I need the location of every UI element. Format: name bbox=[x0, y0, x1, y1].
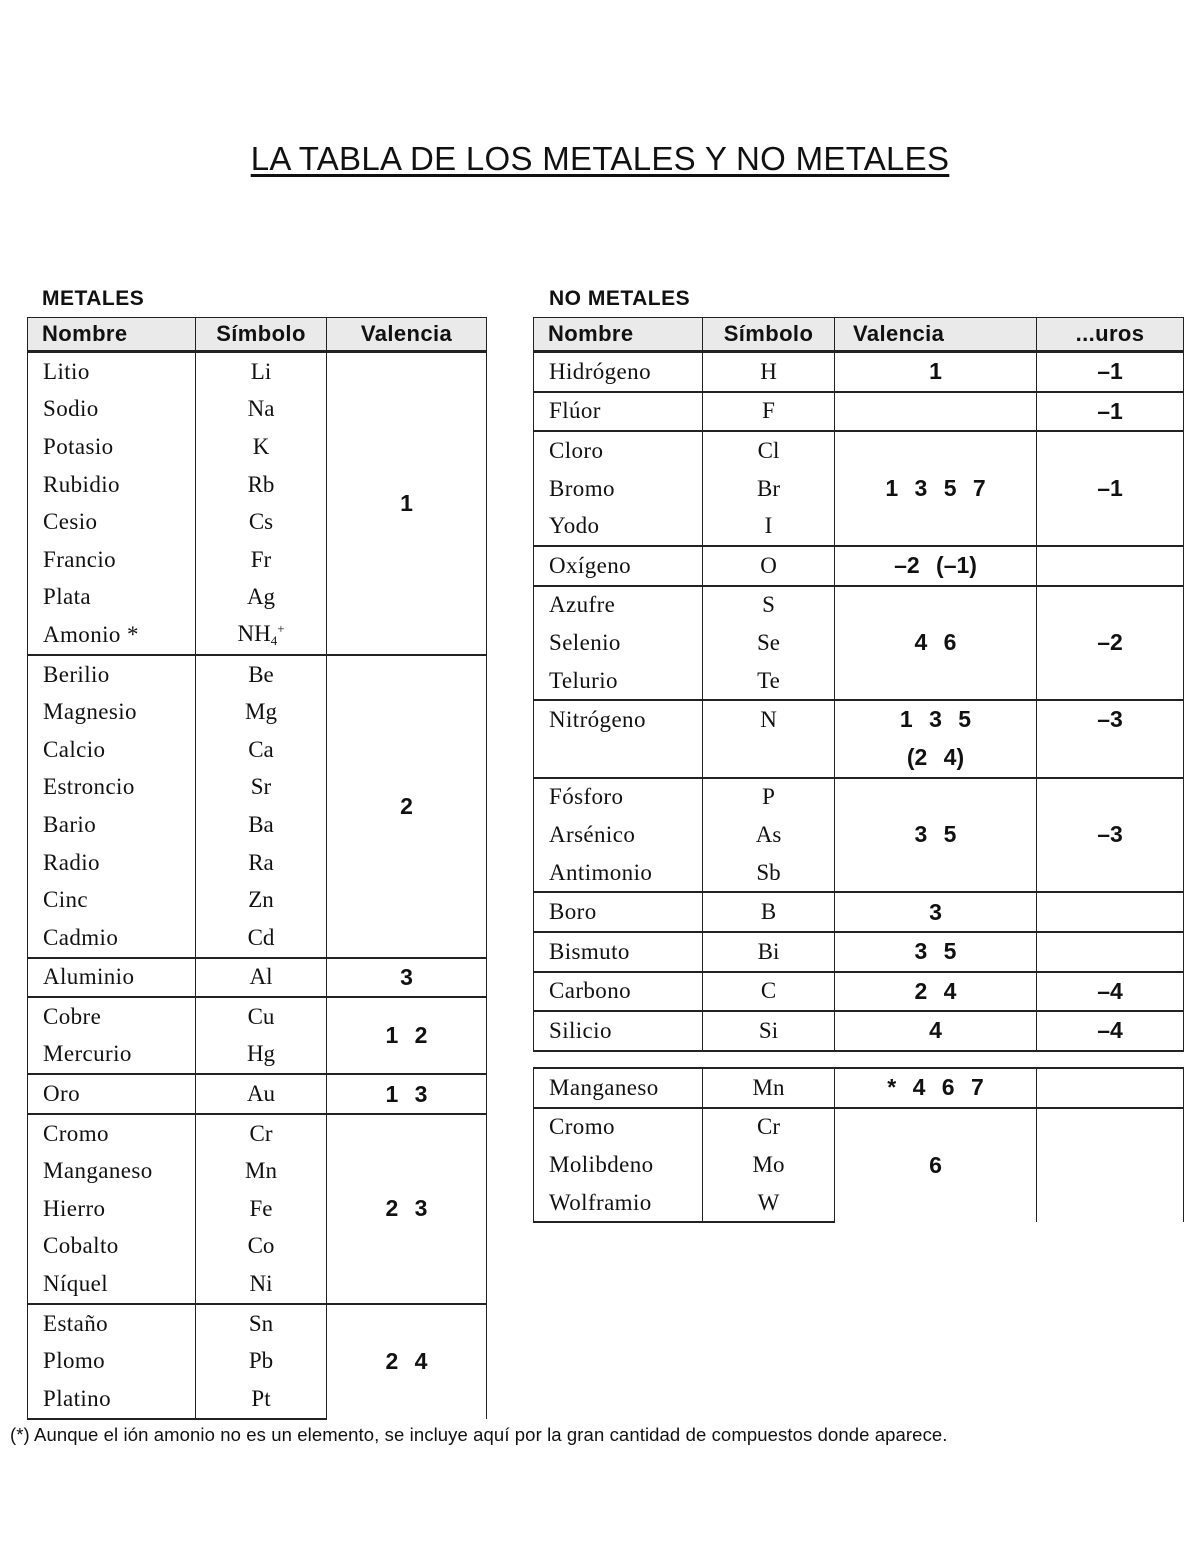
metales-header-row bbox=[28, 318, 487, 352]
element-symbol: F bbox=[703, 392, 835, 432]
metales-table bbox=[27, 317, 487, 1420]
transition-nonmetal-table bbox=[533, 1067, 1184, 1223]
header-valencia: Valencia bbox=[835, 318, 1037, 352]
no-metales-header-row bbox=[534, 318, 1184, 352]
element-symbol: I bbox=[703, 507, 835, 546]
valencia-cell: 2 4 bbox=[327, 1304, 487, 1419]
element-symbol bbox=[196, 616, 327, 655]
element-name: Calcio bbox=[28, 731, 196, 769]
uros-cell: –1 bbox=[1037, 392, 1184, 432]
table-row bbox=[28, 958, 487, 998]
table-row bbox=[534, 546, 1184, 586]
valencia-cell: 3 bbox=[835, 892, 1037, 932]
element-symbol: Si bbox=[703, 1011, 835, 1051]
element-symbol: Hg bbox=[196, 1036, 327, 1075]
element-name: Oro bbox=[28, 1074, 196, 1114]
element-name: Silicio bbox=[534, 1011, 703, 1051]
element-name: Hidrógeno bbox=[534, 352, 703, 392]
header-simbolo: Símbolo bbox=[196, 318, 327, 352]
element-symbol: Cl bbox=[703, 431, 835, 470]
element-symbol: Ca bbox=[196, 731, 327, 769]
valencia-cell: 1 2 bbox=[327, 997, 487, 1074]
valencia-cell: 3 5 bbox=[835, 778, 1037, 893]
table-row bbox=[534, 932, 1184, 972]
element-name: Boro bbox=[534, 892, 703, 932]
element-symbol: N bbox=[703, 700, 835, 739]
element-symbol: Sb bbox=[703, 854, 835, 893]
uros-cell bbox=[1037, 700, 1184, 777]
uros-cell bbox=[1037, 1108, 1184, 1223]
element-symbol: Se bbox=[703, 624, 835, 662]
table-row bbox=[28, 1114, 487, 1153]
valencia-line: (2 4) bbox=[906, 743, 965, 770]
element-symbol: Pt bbox=[196, 1380, 327, 1419]
uros-cell: –2 bbox=[1037, 586, 1184, 701]
valencia-cell: 3 bbox=[327, 958, 487, 998]
valencia-cell: 4 6 bbox=[835, 586, 1037, 701]
uros-cell: –4 bbox=[1037, 972, 1184, 1012]
element-name: Cadmio bbox=[28, 919, 196, 958]
element-symbol: Mn bbox=[196, 1152, 327, 1190]
element-name: Aluminio bbox=[28, 958, 196, 998]
element-name: Amonio * bbox=[28, 616, 196, 655]
table-row bbox=[534, 431, 1184, 470]
element-name: Bario bbox=[28, 806, 196, 844]
header-uros: ...uros bbox=[1037, 318, 1184, 352]
element-symbol: H bbox=[703, 352, 835, 392]
valencia-cell: 1 3 5 7 bbox=[835, 431, 1037, 546]
table-row bbox=[534, 586, 1184, 625]
element-name: Bismuto bbox=[534, 932, 703, 972]
valencia-cell: 4 bbox=[835, 1011, 1037, 1051]
uros-cell bbox=[1037, 1068, 1184, 1108]
footnote: (*) Aunque el ión amonio no es un elemento, se incluye aquí por la gran cantidad de compuestos donde aparece. bbox=[10, 1424, 948, 1445]
page-title: LA TABLA DE LOS METALES Y NO METALES bbox=[250, 140, 950, 177]
element-name: Platino bbox=[28, 1380, 196, 1419]
element-name: Hierro bbox=[28, 1190, 196, 1228]
element-name: Radio bbox=[28, 844, 196, 882]
element-symbol: Pb bbox=[196, 1342, 327, 1380]
element-symbol: K bbox=[196, 428, 327, 466]
uros-cell: –1 bbox=[1037, 352, 1184, 392]
table-row bbox=[534, 700, 1184, 739]
element-symbol: Au bbox=[196, 1074, 327, 1114]
header-nombre: Nombre bbox=[28, 318, 196, 352]
element-name: Plomo bbox=[28, 1342, 196, 1380]
element-name: Cobalto bbox=[28, 1228, 196, 1266]
table-row bbox=[534, 352, 1184, 392]
element-name: Níquel bbox=[28, 1265, 196, 1304]
element-name: Oxígeno bbox=[534, 546, 703, 586]
element-name: Estroncio bbox=[28, 769, 196, 807]
element-name: Yodo bbox=[534, 507, 703, 546]
header-valencia: Valencia bbox=[327, 318, 487, 352]
table-row bbox=[28, 1074, 487, 1114]
uros-cell bbox=[1037, 546, 1184, 586]
table-row bbox=[534, 1068, 1184, 1108]
uros-cell bbox=[1037, 892, 1184, 932]
element-symbol: Rb bbox=[196, 466, 327, 504]
element-name: Estaño bbox=[28, 1304, 196, 1343]
uros-cell: –1 bbox=[1037, 431, 1184, 546]
element-symbol: S bbox=[703, 586, 835, 625]
element-symbol: O bbox=[703, 546, 835, 586]
element-name: Manganeso bbox=[534, 1068, 703, 1108]
table-row bbox=[28, 1304, 487, 1343]
valencia-cell: –2 (–1) bbox=[835, 546, 1037, 586]
element-name: Cloro bbox=[534, 431, 703, 470]
element-name: Magnesio bbox=[28, 693, 196, 731]
element-symbol: Ra bbox=[196, 844, 327, 882]
element-symbol: Bi bbox=[703, 932, 835, 972]
table-row bbox=[28, 352, 487, 391]
element-symbol: Zn bbox=[196, 881, 327, 919]
uros-cell bbox=[1037, 932, 1184, 972]
uros-value: –3 bbox=[1097, 706, 1123, 733]
element-symbol: Fr bbox=[196, 541, 327, 579]
element-symbol: Ag bbox=[196, 579, 327, 617]
element-symbol: Cs bbox=[196, 503, 327, 541]
table-row bbox=[534, 392, 1184, 432]
element-name bbox=[534, 739, 703, 778]
valencia-cell: * 4 6 7 bbox=[835, 1068, 1037, 1108]
element-name: Fósforo bbox=[534, 778, 703, 817]
valencia-cell: 2 bbox=[327, 655, 487, 958]
table-row bbox=[534, 1011, 1184, 1051]
element-name: Selenio bbox=[534, 624, 703, 662]
valencia-cell bbox=[835, 392, 1037, 432]
element-name: Molibdeno bbox=[534, 1146, 703, 1184]
valencia-cell: 1 bbox=[835, 352, 1037, 392]
header-nombre: Nombre bbox=[534, 318, 703, 352]
element-name: Cinc bbox=[28, 881, 196, 919]
element-symbol: Cr bbox=[196, 1114, 327, 1153]
symbol-subscript: 4 bbox=[270, 632, 278, 648]
valencia-cell: 1 3 bbox=[327, 1074, 487, 1114]
metales-caption: METALES bbox=[42, 287, 145, 310]
element-symbol: Al bbox=[196, 958, 327, 998]
symbol-text: NH bbox=[237, 620, 271, 646]
element-name: Mercurio bbox=[28, 1036, 196, 1075]
element-name: Francio bbox=[28, 541, 196, 579]
element-symbol: Br bbox=[703, 470, 835, 508]
element-symbol: Mg bbox=[196, 693, 327, 731]
uros-cell: –4 bbox=[1037, 1011, 1184, 1051]
element-symbol: Cu bbox=[196, 997, 327, 1036]
element-symbol: Co bbox=[196, 1228, 327, 1266]
no-metales-table bbox=[533, 317, 1184, 1052]
element-name: Plata bbox=[28, 579, 196, 617]
element-name: Litio bbox=[28, 352, 196, 391]
element-symbol: Fe bbox=[196, 1190, 327, 1228]
element-name: Cromo bbox=[28, 1114, 196, 1153]
table-row bbox=[534, 972, 1184, 1012]
element-name: Bromo bbox=[534, 470, 703, 508]
element-symbol: Na bbox=[196, 391, 327, 429]
no-metales-caption: NO METALES bbox=[549, 287, 691, 310]
element-symbol: Cd bbox=[196, 919, 327, 958]
element-name: Wolframio bbox=[534, 1184, 703, 1223]
valencia-cell: 6 bbox=[835, 1108, 1037, 1223]
element-name: Manganeso bbox=[28, 1152, 196, 1190]
element-symbol: As bbox=[703, 816, 835, 854]
table-row bbox=[28, 997, 487, 1036]
header-simbolo: Símbolo bbox=[703, 318, 835, 352]
valencia-cell bbox=[835, 700, 1037, 777]
element-name: Sodio bbox=[28, 391, 196, 429]
valencia-line: 1 3 5 bbox=[899, 706, 972, 733]
element-symbol: Te bbox=[703, 662, 835, 701]
element-symbol: P bbox=[703, 778, 835, 817]
element-symbol: Mo bbox=[703, 1146, 835, 1184]
table-row bbox=[534, 892, 1184, 932]
element-symbol: Li bbox=[196, 352, 327, 391]
element-symbol: Sr bbox=[196, 769, 327, 807]
element-symbol: Cr bbox=[703, 1108, 835, 1147]
element-name: Nitrógeno bbox=[534, 700, 703, 739]
valencia-cell: 2 4 bbox=[835, 972, 1037, 1012]
element-name: Carbono bbox=[534, 972, 703, 1012]
element-symbol: Be bbox=[196, 655, 327, 694]
valencia-cell: 2 3 bbox=[327, 1114, 487, 1304]
element-name: Antimonio bbox=[534, 854, 703, 893]
valencia-cell: 1 bbox=[327, 352, 487, 655]
element-symbol bbox=[703, 739, 835, 778]
element-symbol: W bbox=[703, 1184, 835, 1223]
uros-cell: –3 bbox=[1037, 778, 1184, 893]
element-name: Telurio bbox=[534, 662, 703, 701]
valencia-cell: 3 5 bbox=[835, 932, 1037, 972]
element-name: Rubidio bbox=[28, 466, 196, 504]
symbol-superscript: + bbox=[277, 620, 285, 636]
element-name: Potasio bbox=[28, 428, 196, 466]
element-symbol: C bbox=[703, 972, 835, 1012]
table-row bbox=[534, 778, 1184, 817]
element-symbol: Ba bbox=[196, 806, 327, 844]
element-name: Flúor bbox=[534, 392, 703, 432]
element-name: Arsénico bbox=[534, 816, 703, 854]
element-symbol: Mn bbox=[703, 1068, 835, 1108]
element-symbol: Sn bbox=[196, 1304, 327, 1343]
element-symbol: Ni bbox=[196, 1265, 327, 1304]
element-name: Berilio bbox=[28, 655, 196, 694]
element-name: Cobre bbox=[28, 997, 196, 1036]
element-name: Azufre bbox=[534, 586, 703, 625]
element-symbol: B bbox=[703, 892, 835, 932]
table-row bbox=[534, 1108, 1184, 1147]
element-name: Cromo bbox=[534, 1108, 703, 1147]
table-row bbox=[28, 655, 487, 694]
element-name: Cesio bbox=[28, 503, 196, 541]
